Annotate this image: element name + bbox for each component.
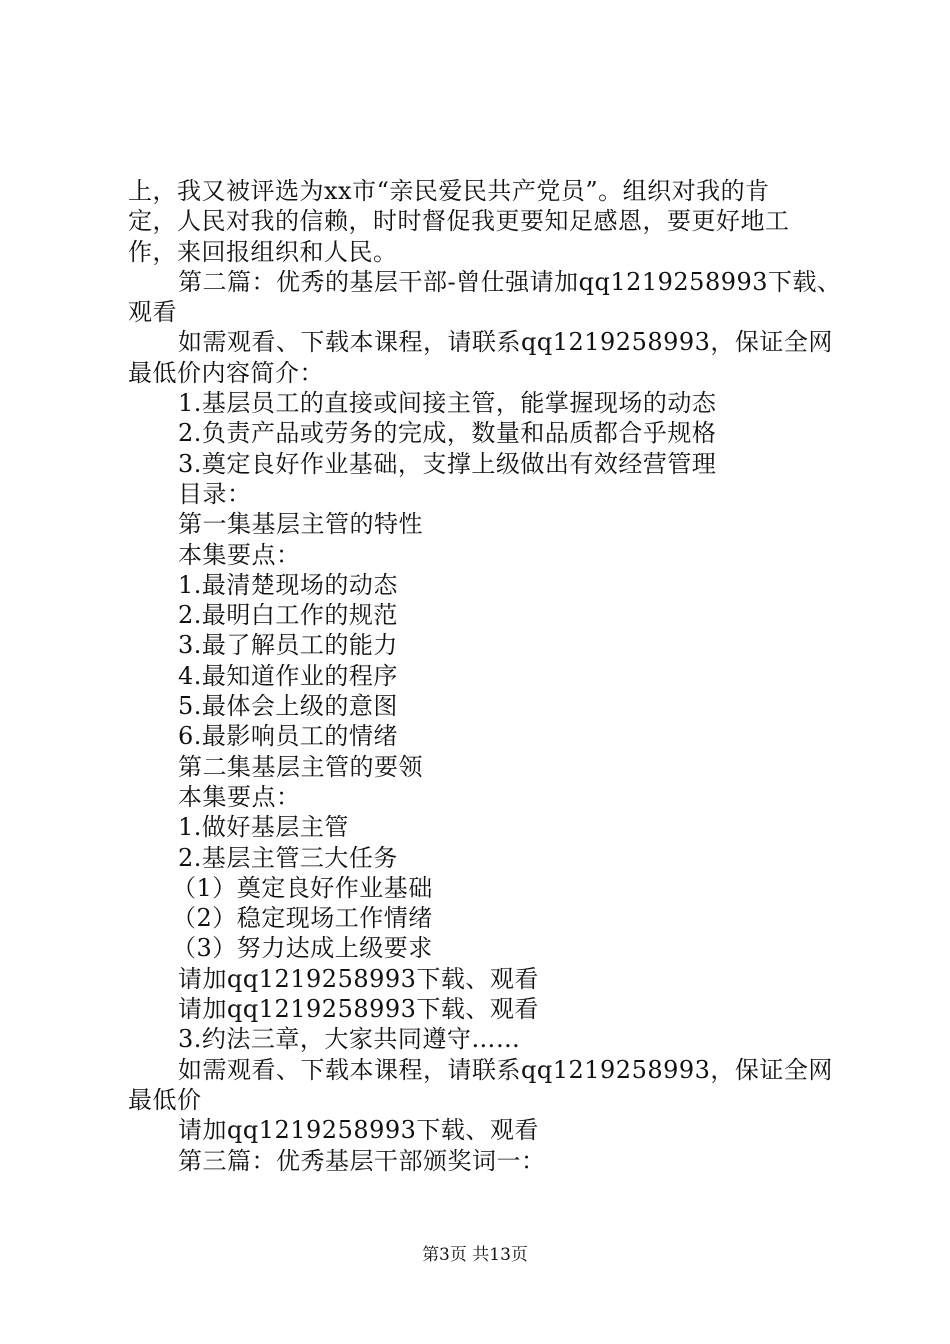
text-line: 作，来回报组织和人民。 — [128, 237, 398, 266]
toc-heading: 目录： — [178, 479, 252, 508]
episode-title: 第二集基层主管的要领 — [178, 752, 423, 781]
list-item: 1.基层员工的直接或间接主管，能掌握现场的动态 — [178, 389, 717, 418]
text-line: 观看 — [128, 298, 177, 327]
text-line: 定，人民对我的信赖，时时督促我更要知足感恩，要更好地工 — [128, 207, 790, 236]
list-item: 1.最清楚现场的动态 — [178, 570, 398, 599]
text-line: 最低价内容简介： — [128, 358, 324, 387]
list-item: 1.做好基层主管 — [178, 813, 349, 842]
list-item: 6.最影响员工的情绪 — [178, 722, 398, 751]
episode-points-label: 本集要点： — [178, 540, 301, 569]
text-line: 如需观看、下载本课程，请联系qq1219258993，保证全网 — [178, 1055, 833, 1084]
episode-title: 第一集基层主管的特性 — [178, 510, 423, 539]
text-line: 上，我又被评选为xx市“亲民爱民共产党员”。组织对我的肯 — [128, 177, 770, 205]
section-heading-3: 第三篇：优秀基层干部颁奖词一： — [178, 1146, 546, 1175]
episode-points-label: 本集要点： — [178, 782, 301, 811]
document-body — [128, 176, 840, 1176]
list-item: 4.最知道作业的程序 — [178, 661, 398, 690]
text-line: 如需观看、下载本课程，请联系qq1219258993，保证全网 — [178, 328, 833, 357]
sub-list-item: （1）奠定良好作业基础 — [172, 873, 433, 902]
text-line: 最低价 — [128, 1085, 202, 1114]
text-line: 请加qq1219258993下载、观看 — [178, 1116, 539, 1145]
list-item: 3.最了解员工的能力 — [178, 631, 398, 660]
list-item: 3.约法三章，大家共同遵守…… — [178, 1025, 521, 1054]
list-item: 2.负责产品或劳务的完成，数量和品质都合乎规格 — [178, 419, 717, 448]
sub-list-item: （3）努力达成上级要求 — [172, 934, 433, 963]
list-item: 2.基层主管三大任务 — [178, 843, 398, 872]
text-line: 请加qq1219258993下载、观看 — [178, 995, 539, 1024]
section-heading-2: 第二篇：优秀的基层干部-曾仕强请加qq1219258993下载、 — [178, 267, 842, 296]
sub-list-item: （2）稳定现场工作情绪 — [172, 904, 433, 933]
list-item: 5.最体会上级的意图 — [178, 692, 398, 721]
text-line: 请加qq1219258993下载、观看 — [178, 964, 539, 993]
list-item: 3.奠定良好作业基础，支撑上级做出有效经营管理 — [178, 449, 717, 478]
list-item: 2.最明白工作的规范 — [178, 601, 398, 630]
page-number-footer: 第3页 共13页 — [422, 1245, 528, 1265]
